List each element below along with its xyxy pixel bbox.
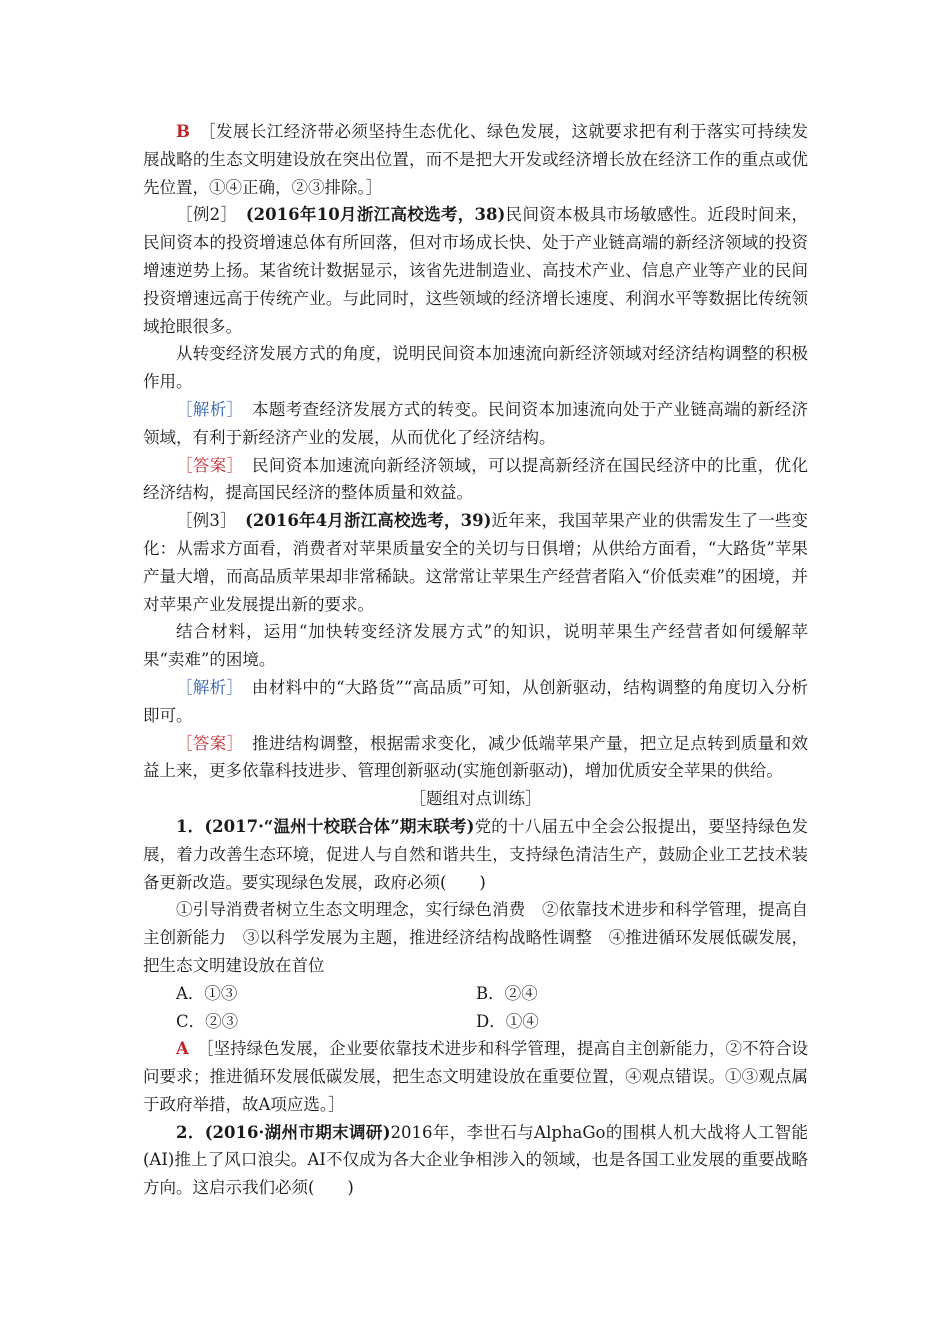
example-text: 近年来，我国苹果产业的供需发生了一些变化：从需求方面看，消费者对苹果质量安全的关切与日俱增；从供给方面看，“大路货”苹果产量大增，而高品质苹果却非常稀缺。这常常让苹果生产经营者陷入“价低卖难”的困境，并对苹果产业发展提出新的要求。 <box>143 511 809 614</box>
example-3-question: 结合材料，运用“加快转变经济发展方式”的知识，说明苹果生产经营者如何缓解苹果“卖难”的困境。 <box>143 622 808 670</box>
option-d: D．①④ <box>476 1011 539 1031</box>
options-row-1 <box>143 980 808 1008</box>
options-row-2 <box>143 1008 808 1036</box>
example-2-paragraph <box>143 201 808 340</box>
answer-b-paragraph <box>143 118 808 201</box>
example-source: (2016年4月浙江高校选考，39) <box>245 511 492 531</box>
analysis-tag: ［解析］ <box>176 677 236 697</box>
answer-text: 民间资本加速流向新经济领域，可以提高新经济在国民经济中的比重，优化经济结构，提高国民经济的整体质量和效益。 <box>143 455 809 503</box>
answer-letter: A <box>176 1039 189 1059</box>
answer-letter: B <box>176 122 190 141</box>
document-page <box>143 118 808 1202</box>
example-2-answer <box>143 452 808 508</box>
example-3-analysis <box>143 674 808 730</box>
example-tag: ［例2］ <box>176 205 230 225</box>
question-text: 党的十八届五中全会公报提出，要坚持绿色发展，着力改善生态环境，促进人与自然和谐共生，支持绿色清洁生产，鼓励企业工艺技术装备更新改造。要实现绿色发展，政府必须( ) <box>143 816 808 892</box>
question-source: 1．(2017·“温州十校联合体”期末联考) <box>176 816 475 836</box>
question-source: 2．(2016·湖州市期末调研) <box>176 1122 391 1142</box>
analysis-text: 由材料中的“大路货”“高品质”可知，从创新驱动，结构调整的角度切入分析即可。 <box>143 677 809 725</box>
example-3-answer <box>143 730 808 786</box>
example-source: (2016年10月浙江高校选考，38) <box>245 205 506 225</box>
example-3-paragraph <box>143 507 808 618</box>
question-2 <box>143 1119 808 1202</box>
question-1-answer <box>143 1035 808 1118</box>
question-1 <box>143 813 808 896</box>
answer-explanation: ［坚持绿色发展，企业要依靠技术进步和科学管理，提高自主创新能力，②不符合设问要求；推进循环发展低碳发展，把生态文明建设放在重要位置，④观点错误。①③观点属于政府举措，故A项应选。］ <box>143 1039 809 1114</box>
option-b: B．②④ <box>476 983 538 1003</box>
answer-explanation: ［发展长江经济带必须坚持生态优化、绿色发展，这就要求把有利于落实可持续发展战略的生态文明建设放在突出位置，而不是把大开发或经济增长放在经济工作的重点或优先位置，①④正确，②③排除。］ <box>143 122 809 197</box>
question-1-items: ①引导消费者树立生态文明理念，实行绿色消费 ②依靠技术进步和科学管理，提高自主创新能力 ③以科学发展为主题，推进经济结构战略性调整 ④推进循环发展低碳发展，把生态文明建设放在首位 <box>143 900 808 975</box>
answer-text: 推进结构调整，根据需求变化，减少低端苹果产量，把立足点转到质量和效益上来，更多依靠科技进步、管理创新驱动(实施创新驱动)，增加优质安全苹果的供给。 <box>143 733 809 781</box>
section-title: ［题组对点训练］ <box>409 789 542 809</box>
example-text: 民间资本极具市场敏感性。近段时间来，民间资本的投资增速总体有所回落，但对市场成长快、处于产业链高端的新经济领域的投资增速逆势上扬。某省统计数据显示，该省先进制造业、高技术产业、信息产业等产业的民间投资增速远高于传统产业。与此同时，这些领域的经济增长速度、利润水平等数据比传统领域抢眼很多。 <box>143 205 809 336</box>
option-a: A．①③ <box>176 983 238 1003</box>
answer-tag: ［答案］ <box>176 455 236 475</box>
answer-tag: ［答案］ <box>176 733 236 753</box>
example-2-question: 从转变经济发展方式的角度，说明民间资本加速流向新经济领域对经济结构调整的积极作用。 <box>143 344 808 392</box>
example-tag: ［例3］ <box>176 511 229 531</box>
analysis-text: 本题考查经济发展方式的转变。民间资本加速流向处于产业链高端的新经济领域，有利于新经济产业的发展，从而优化了经济结构。 <box>143 399 809 447</box>
option-c: C．②③ <box>176 1011 239 1031</box>
analysis-tag: ［解析］ <box>176 399 236 419</box>
example-2-analysis <box>143 396 808 452</box>
question-text: 2016年，李世石与AlphaGo的围棋人机大战将人工智能(AI)推上了风口浪尖。AI不仅成为各大企业争相涉入的领域，也是各国工业发展的重要战略方向。这启示我们必须( ) <box>143 1122 809 1198</box>
